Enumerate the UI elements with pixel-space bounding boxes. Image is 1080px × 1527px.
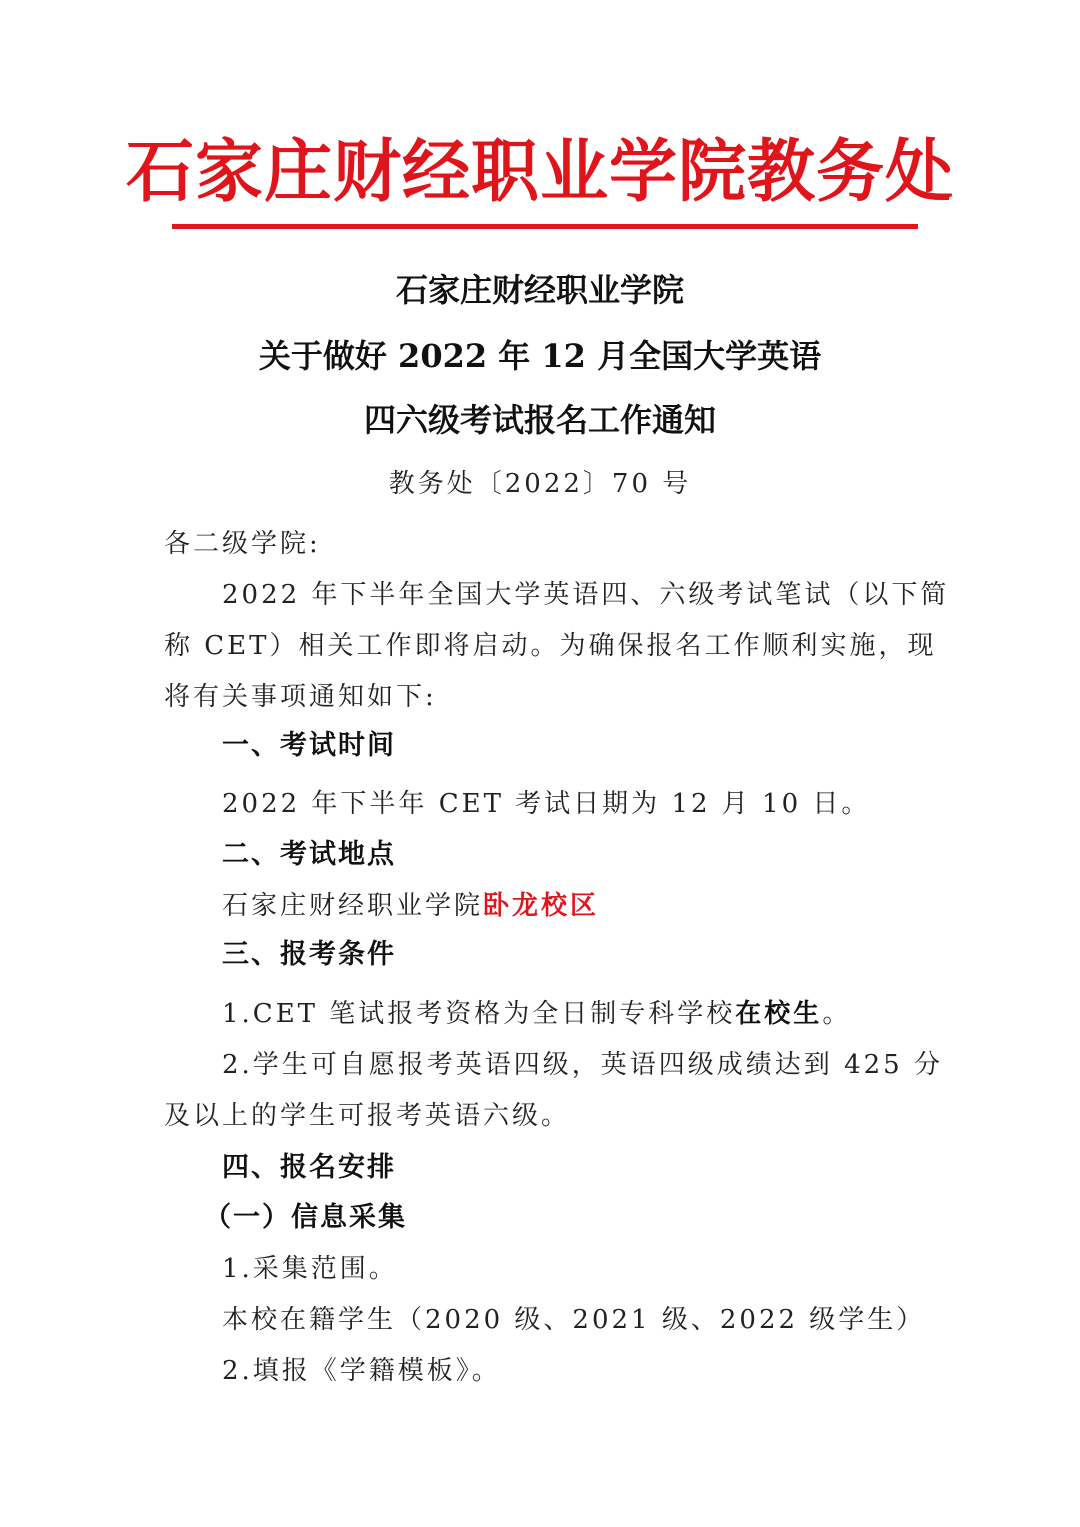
- masthead-red-rule: [172, 224, 918, 229]
- campus-highlight: 卧龙校区: [483, 891, 600, 921]
- sub-1-item-2: 2.填报《学籍模板》。: [222, 1356, 501, 1386]
- document-number: 教务处〔2022〕70 号: [388, 469, 692, 499]
- section-4-heading: 四、报名安排: [222, 1152, 396, 1183]
- salutation: 各二级学院:: [164, 529, 321, 559]
- subsection-1-heading: （一）信息采集: [204, 1202, 407, 1233]
- section-2-text: [222, 886, 599, 926]
- section-3-item-1-prefix: 1.CET 笔试报考资格为全日制专科学校: [222, 999, 736, 1029]
- notice-title-line-3: 四六级考试报名工作通知: [363, 401, 716, 439]
- section-1-text: 2022 年下半年 CET 考试日期为 12 月 10 日。: [222, 789, 871, 819]
- notice-title-line-1: 石家庄财经职业学院: [395, 271, 684, 309]
- notice-title-line-2: 关于做好 2022 年 12 月全国大学英语: [258, 337, 822, 375]
- section-2-text-prefix: 石家庄财经职业学院: [222, 891, 484, 921]
- intro-line-3: 将有关事项通知如下:: [164, 682, 437, 712]
- intro-line-1: 2022 年下半年全国大学英语四、六级考试笔试（以下简: [222, 580, 950, 610]
- sub-1-item-1-text: 本校在籍学生（2020 级、2021 级、2022 级学生）: [222, 1305, 926, 1335]
- section-3-heading: 三、报考条件: [222, 939, 396, 970]
- section-3-item-1-suffix: 。: [822, 999, 852, 1029]
- section-3-item-1: [222, 994, 851, 1034]
- intro-line-2: 称 CET）相关工作即将启动。为确保报名工作顺利实施，现: [164, 631, 937, 661]
- section-2-heading: 二、考试地点: [222, 839, 396, 870]
- sub-1-item-1: 1.采集范围。: [222, 1254, 398, 1284]
- enrolled-student-emphasis: 在校生: [735, 999, 823, 1029]
- masthead-title: 石家庄财经职业学院教务处: [125, 133, 954, 212]
- section-3-item-2-line-2: 及以上的学生可报考英语六级。: [164, 1101, 571, 1131]
- section-3-item-2-line-1: 2.学生可自愿报考英语四级，英语四级成绩达到 425 分: [222, 1050, 943, 1080]
- section-1-heading: 一、考试时间: [222, 730, 396, 761]
